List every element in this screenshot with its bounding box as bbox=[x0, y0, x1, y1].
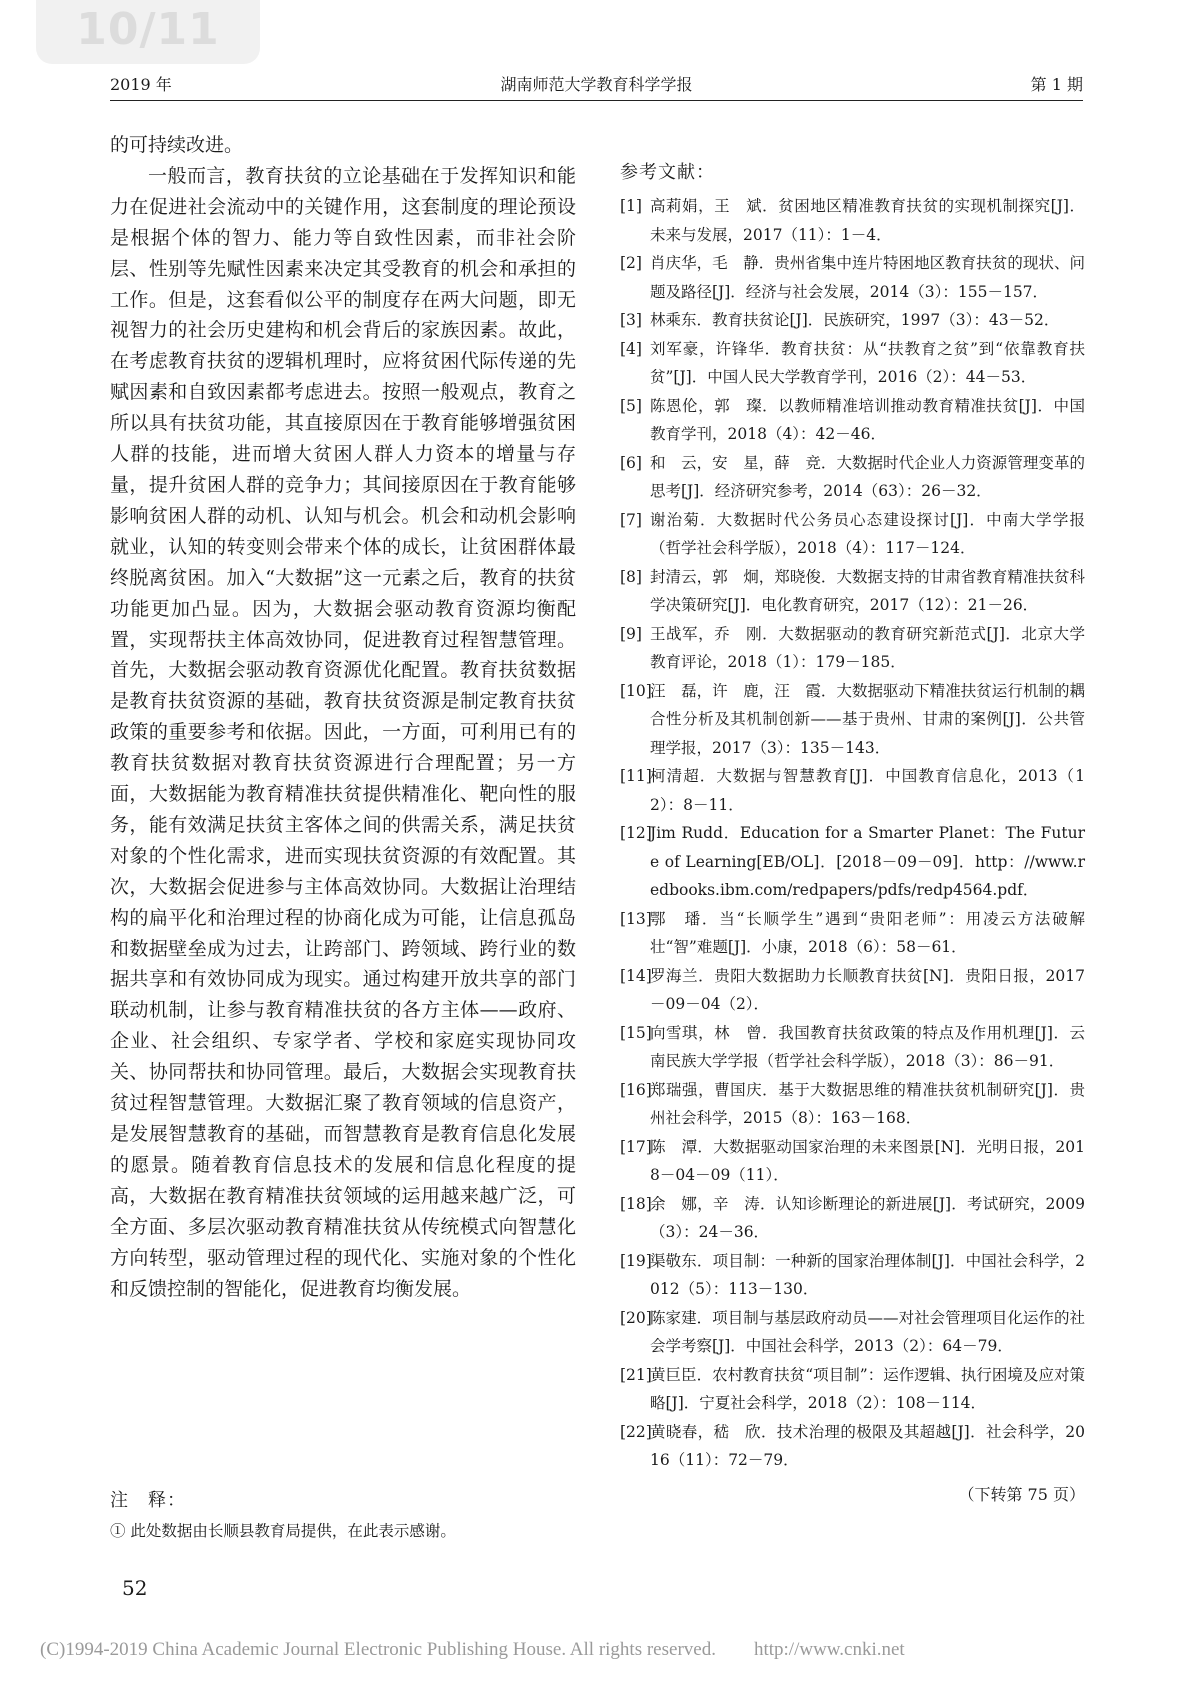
reference-item bbox=[620, 620, 1085, 677]
reference-number: [1] bbox=[620, 197, 642, 215]
reference-item bbox=[620, 762, 1085, 819]
running-header bbox=[110, 68, 1083, 101]
reference-item bbox=[620, 1418, 1085, 1475]
references-column bbox=[620, 158, 1085, 1475]
header-issue: 第 1 期 bbox=[1030, 75, 1083, 94]
reference-number: [14] bbox=[620, 966, 652, 985]
body-paragraph: 一般而言，教育扶贫的立论基础在于发挥知识和能力在促进社会流动中的关键作用，这套制度的理论预设是根据个体的智力、能力等自致性因素，而非社会阶层、性别等先赋性因素来决定其受教育的机会和承担的工作。但是，这套看似公平的制度存在两大问题，即无视智力的社会历史建构和机会背后的家族因素。故此，在考虑教育扶贫的逻辑机理时，应将贫困代际传递的先赋因素和自致因素都考虑进去。按照一般观点，教育之所以具有扶贫功能，其直接原因在于教育能够增强贫困人群的技能，进而增大贫困人群人力资本的增量与存量，提升贫困人群的竞争力；其间接原因在于教育能够影响贫困人群的动机、认知与机会。机会和动机会影响就业，认知的转变则会带来个体的成长，让贫困群体最终脱离贫困。加入“大数据”这一元素之后，教育的扶贫功能更加凸显。因为，大数据会驱动教育资源均衡配置，实现帮扶主体高效协同，促进教育过程智慧管理。首先，大数据会驱动教育资源优化配置。教育扶贫数据是教育扶贫资源的基础，教育扶贫资源是制定教育扶贫政策的重要参考和依据。因此，一方面，可利用已有的教育扶贫数据对教育扶贫资源进行合理配置；另一方面，大数据能为教育精准扶贫提供精准化、靶向性的服务，能有效满足扶贫主客体之间的供需关系，满足扶贫对象的个性化需求，进而实现扶贫资源的有效配置。其次，大数据会促进参与主体高效协同。大数据让治理结构的扁平化和治理过程的协商化成为可能，让信息孤岛和数据壁垒成为过去，让跨部门、跨领域、跨行业的数据共享和有效协同成为现实。通过构建开放共享的部门联动机制，让参与教育精准扶贫的各方主体——政府、企业、社会组织、专家学者、学校和家庭实现协同攻关、协同帮扶和协同管理。最后，大数据会实现教育扶贫过程智慧管理。大数据汇聚了教育领域的信息资产，是发展智慧教育的基础，而智慧教育是教育信息化发展的愿景。随着教育信息技术的发展和信息化程度的提高，大数据在教育精准扶贫领域的运用越来越广泛，可全方面、多层次驱动教育精准扶贫从传统模式向智慧化方向转型，驱动管理过程的现代化、实施对象的个性化和反馈控制的智能化，促进教育均衡发展。 bbox=[110, 164, 576, 1300]
reference-number: [7] bbox=[620, 510, 642, 529]
reference-number: [11] bbox=[620, 767, 652, 785]
reference-text: 陈 潭．大数据驱动国家治理的未来图景[N]．光明日报，2018－04－09（11）． bbox=[650, 1137, 1085, 1184]
reference-text: 高莉娟，王 斌．贫困地区精准教育扶贫的实现机制探究[J]．未来与发展，2017（11）：1－4． bbox=[650, 197, 1085, 244]
reference-number: [9] bbox=[620, 624, 642, 643]
page-number: 52 bbox=[122, 1576, 148, 1600]
reference-item bbox=[620, 819, 1085, 905]
notes-title: 注 释： bbox=[110, 1490, 186, 1511]
reference-number: [19] bbox=[620, 1251, 652, 1270]
reference-text: 和 云，安 星，薛 竞．大数据时代企业人力资源管理变革的思考[J]．经济研究参考，2014（63）：26－32． bbox=[650, 453, 1085, 500]
reference-number: [22] bbox=[620, 1422, 652, 1441]
reference-text: 封清云，郭 炯，郑晓俊．大数据支持的甘肃省教育精准扶贫科学决策研究[J]．电化教育研究，2017（12）：21－26． bbox=[650, 567, 1085, 614]
body-paragraph: 的可持续改进。 bbox=[110, 134, 244, 156]
page-counter-text: 10/11 bbox=[76, 4, 220, 55]
reference-number: [16] bbox=[620, 1080, 652, 1099]
reference-number: [15] bbox=[620, 1023, 652, 1042]
reference-item bbox=[620, 335, 1085, 392]
body-text-column bbox=[110, 130, 576, 1304]
reference-item bbox=[620, 1133, 1085, 1190]
reference-number: [17] bbox=[620, 1137, 652, 1156]
reference-number: [10] bbox=[620, 681, 652, 700]
reference-item bbox=[620, 1247, 1085, 1304]
reference-item bbox=[620, 677, 1085, 763]
header-year: 2019 年 bbox=[110, 75, 172, 94]
reference-number: [8] bbox=[620, 567, 642, 586]
reference-text: 陈家建．项目制与基层政府动员——对社会管理项目化运作的社会学考察[J]．中国社会科学，2013（2）：64－79． bbox=[650, 1308, 1085, 1355]
reference-item bbox=[620, 563, 1085, 620]
reference-text: 汪 磊，许 鹿，汪 霞．大数据驱动下精准扶贫运行机制的耦合性分析及其机制创新——基于贵州、甘肃的案例[J]．公共管理学报，2017（3）：135－143． bbox=[650, 681, 1085, 757]
reference-text: 余 娜，辛 涛．认知诊断理论的新进展[J]．考试研究，2009（3）：24－36． bbox=[650, 1194, 1085, 1241]
reference-number: [21] bbox=[620, 1365, 652, 1384]
reference-item bbox=[620, 249, 1085, 306]
references-title: 参考文献： bbox=[620, 162, 715, 183]
reference-item bbox=[620, 1019, 1085, 1076]
reference-text: 黄晓春，嵇 欣．技术治理的极限及其超越[J]．社会科学，2016（11）：72－79． bbox=[650, 1422, 1085, 1469]
reference-text: 黄巨臣．农村教育扶贫“项目制”：运作逻辑、执行困境及应对策略[J]．宁夏社会科学，2018（2）：108－114． bbox=[650, 1365, 1085, 1412]
note-item: ① 此处数据由长顺县教育局提供，在此表示感谢。 bbox=[110, 1522, 456, 1540]
reference-text: 向雪琪，林 曾．我国教育扶贫政策的特点及作用机理[J]．云南民族大学学报（哲学社会科学版），2018（3）：86－91． bbox=[650, 1023, 1085, 1070]
reference-item bbox=[620, 306, 1085, 335]
reference-number: [12] bbox=[620, 824, 652, 842]
reference-item bbox=[620, 392, 1085, 449]
reference-item bbox=[620, 962, 1085, 1019]
reference-number: [18] bbox=[620, 1194, 652, 1213]
reference-text: Jim Rudd．Education for a Smarter Planet：The Future of Learning[EB/OL]．[2018－09－09]．http：//www.redbooks.ibm.com/redpapers/pdfs/redp4564.pdf． bbox=[650, 824, 1085, 899]
reference-number: [5] bbox=[620, 396, 642, 415]
continued-note: （下转第 75 页） bbox=[958, 1485, 1085, 1504]
notes-section bbox=[110, 1486, 576, 1542]
reference-number: [3] bbox=[620, 311, 642, 329]
reference-item bbox=[620, 1361, 1085, 1418]
reference-item bbox=[620, 192, 1085, 249]
reference-text: 陈恩伦，郭 璨．以教师精准培训推动教育精准扶贫[J]．中国教育学刊，2018（4）：42－46． bbox=[650, 396, 1085, 443]
reference-text: 渠敬东．项目制：一种新的国家治理体制[J]．中国社会科学，2012（5）：113－130． bbox=[650, 1251, 1085, 1298]
reference-number: [20] bbox=[620, 1308, 652, 1327]
page-counter-badge bbox=[36, 0, 260, 64]
reference-item bbox=[620, 1304, 1085, 1361]
reference-text: 刘军豪，许锋华．教育扶贫：从“扶教育之贫”到“依靠教育扶贫”[J]．中国人民大学教育学刊，2016（2）：44－53． bbox=[650, 339, 1085, 386]
reference-text: 罗海兰．贵阳大数据助力长顺教育扶贫[N]．贵阳日报，2017－09－04（2）． bbox=[650, 966, 1085, 1013]
reference-item bbox=[620, 905, 1085, 962]
reference-text: 鄂 璠．当“长顺学生”遇到“贵阳老师”：用凌云方法破解壮“智”难题[J]．小康，2018（6）：58－61． bbox=[650, 909, 1085, 956]
reference-number: [2] bbox=[620, 254, 642, 272]
reference-number: [6] bbox=[620, 453, 642, 472]
reference-text: 肖庆华，毛 静．贵州省集中连片特困地区教育扶贫的现状、问题及路径[J]．经济与社会发展，2014（3）：155－157． bbox=[650, 254, 1085, 301]
reference-text: 谢治菊．大数据时代公务员心态建设探讨[J]．中南大学学报（哲学社会科学版），2018（4）：117－124． bbox=[650, 510, 1085, 557]
reference-list bbox=[620, 192, 1085, 1475]
reference-item bbox=[620, 506, 1085, 563]
reference-text: 林乘东．教育扶贫论[J]．民族研究，1997（3）：43－52． bbox=[650, 311, 1060, 329]
reference-text: 王战军，乔 刚．大数据驱动的教育研究新范式[J]．北京大学教育评论，2018（1）：179－185． bbox=[650, 624, 1085, 671]
copyright-footer: (C)1994-2019 China Academic Journal Electronic Publishing House. All rights reserved. http://www.cnki.net bbox=[40, 1639, 905, 1660]
reference-text: 郑瑞强，曹国庆．基于大数据思维的精准扶贫机制研究[J]．贵州社会科学，2015（8）：163－168． bbox=[650, 1080, 1085, 1127]
reference-text: 柯清超．大数据与智慧教育[J]．中国教育信息化，2013（12）：8－11． bbox=[650, 767, 1085, 814]
reference-number: [13] bbox=[620, 909, 652, 928]
reference-item bbox=[620, 1076, 1085, 1133]
header-journal-title: 湖南师范大学教育科学学报 bbox=[500, 75, 693, 94]
reference-number: [4] bbox=[620, 339, 642, 358]
reference-item bbox=[620, 1190, 1085, 1247]
reference-item bbox=[620, 449, 1085, 506]
